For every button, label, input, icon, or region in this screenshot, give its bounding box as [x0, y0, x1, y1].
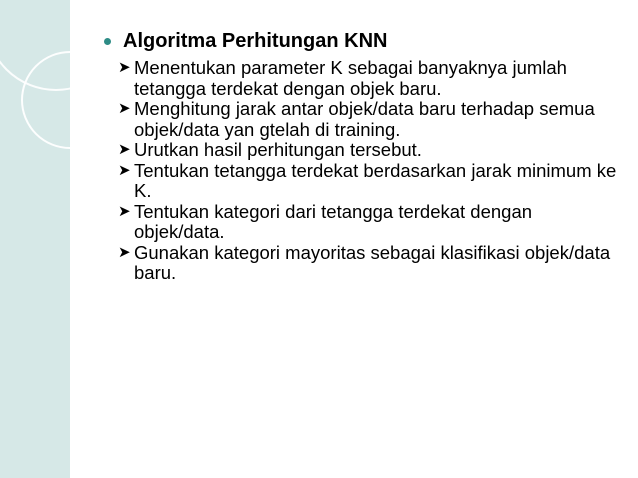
steps-list: [118, 58, 624, 284]
slide-content: [104, 28, 624, 284]
slide-heading: Algoritma Perhitungan KNN: [123, 30, 388, 52]
list-item: [118, 140, 624, 161]
arrow-bullet-icon: ➤: [118, 243, 131, 261]
list-item: [118, 243, 624, 284]
heading-row: [104, 28, 624, 54]
arrow-bullet-icon: ➤: [118, 161, 131, 179]
list-item: [118, 99, 624, 140]
arrow-bullet-icon: ➤: [118, 202, 131, 220]
list-item-text: Tentukan tetangga terdekat berdasarkan jarak minimum ke K.: [134, 159, 617, 201]
list-item-text: Gunakan kategori mayoritas sebagai klasifikasi objek/data baru.: [134, 241, 611, 283]
list-item: [118, 202, 624, 243]
list-item: [118, 58, 624, 99]
arrow-bullet-icon: ➤: [118, 59, 131, 76]
list-item: [118, 161, 624, 202]
arrow-bullet-icon: ➤: [118, 141, 131, 158]
list-item-text: Urutkan hasil perhitungan tersebut.: [134, 139, 422, 160]
list-item-text: Tentukan kategori dari tetangga terdekat dengan objek/data.: [134, 200, 533, 242]
round-bullet-icon: [104, 38, 111, 45]
list-item-text: Menentukan parameter K sebagai banyaknya jumlah tetangga terdekat dengan objek baru.: [134, 57, 567, 99]
arrow-bullet-icon: ➤: [118, 100, 131, 117]
list-item-text: Menghitung jarak antar objek/data baru terhadap semua objek/data yan gtelah di training.: [134, 98, 595, 140]
